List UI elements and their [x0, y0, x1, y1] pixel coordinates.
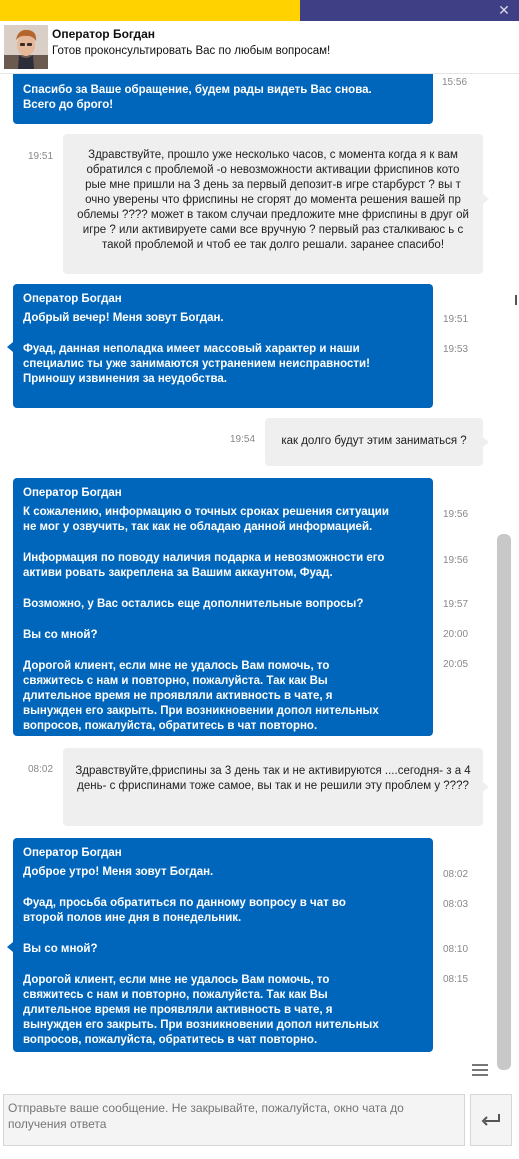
operator-message: [13, 284, 433, 408]
chat-messages[interactable]: [0, 74, 519, 1090]
bubble-tail: [7, 342, 13, 352]
message-line: [23, 551, 423, 581]
bubble-tail: [483, 782, 489, 792]
message-line: [23, 311, 423, 326]
message-time: 08:02: [28, 764, 54, 775]
operator-status: Готов проконсультировать Вас по любым вопросам!: [52, 45, 331, 57]
message-time: 20:00: [443, 629, 469, 640]
message-sender: Оператор Богдан: [23, 847, 122, 859]
user-message: [63, 748, 483, 826]
message-line: [23, 74, 423, 113]
operator-message: [13, 74, 433, 124]
message-time: 19:53: [443, 344, 469, 355]
message-text: Добрый вечер! Меня зовут Богдан.: [23, 312, 224, 324]
message-input-area: [0, 1090, 519, 1159]
user-message: [265, 418, 483, 466]
avatar: [4, 25, 48, 69]
operator-message: [13, 478, 433, 736]
message-line: [23, 342, 423, 387]
window-edge-marker: [515, 295, 517, 305]
message-text: Спасибо за Ваше обращение, будем рады видеть Вас снова. Всего до брого!: [23, 84, 372, 111]
operator-name: Оператор Богдан: [52, 27, 156, 41]
message-time: 08:15: [443, 974, 469, 985]
message-time: 19:51: [443, 314, 469, 325]
message-text: как долго будут этим заниматься ?: [281, 435, 467, 447]
message-line: [23, 865, 423, 880]
message-text: Фуад, просьба обратиться по данному вопросу в чат во второй полов ине дня в понедельник.: [23, 897, 346, 924]
message-time: 19:57: [443, 599, 469, 610]
message-time: 19:54: [230, 434, 256, 445]
bubble-tail: [483, 437, 489, 447]
message-time: 19:51: [28, 151, 54, 162]
message-time: 08:03: [443, 899, 469, 910]
message-text: Дорогой клиент, если мне не удалось Вам помочь, то свяжитесь с нам и повторно, пожалуйста. Так как Вы длительное время не проявляли активность в чате, я вынужден его закрыть. При возникновении допол нительных вопросов, пожалуйста, обратитесь в чат повторно.: [23, 974, 379, 1046]
message-text: Вы со мной?: [23, 943, 98, 955]
chat-header: [0, 21, 519, 74]
menu-icon[interactable]: [472, 1064, 488, 1077]
message-time: 19:56: [443, 555, 469, 566]
message-text: Возможно, у Вас остались еще дополнительные вопросы?: [23, 598, 364, 610]
chat-scrollbar[interactable]: [497, 534, 511, 1070]
user-message: [63, 134, 483, 274]
message-time: 19:56: [443, 509, 469, 520]
top-bar-purple: [300, 0, 519, 21]
message-line: [23, 505, 423, 535]
message-text: Доброе утро! Меня зовут Богдан.: [23, 866, 214, 878]
top-bar: [0, 0, 519, 21]
message-text: Дорогой клиент, если мне не удалось Вам помочь, то свяжитесь с нам и повторно, пожалуйста. Так как Вы длительное время не проявляли активность в чате, я вынужден его закрыть. При возникновении допол нительных вопросов, пожалуйста, обратитесь в чат повторно.: [23, 660, 379, 732]
bubble-tail: [7, 942, 13, 952]
bubble-tail: [483, 194, 489, 204]
message-sender: Оператор Богдан: [23, 487, 122, 499]
message-line: [23, 597, 423, 612]
message-text: Фуад, данная неполадка имеет массовый характер и наши специалис ты уже занимаются устранением неисправности! Приношу извинения за неудобства.: [23, 343, 370, 385]
message-line: [23, 896, 423, 926]
message-input[interactable]: [3, 1094, 465, 1146]
message-time: 08:10: [443, 944, 469, 955]
message-time: 20:05: [443, 659, 469, 670]
message-time: 08:02: [443, 869, 469, 880]
message-text: Здравствуйте,фриспины за 3 день так и не активируются ....сегодня- з а 4 день- с фриспинами тоже самое, вы так и не решили эту проблем у ????: [75, 765, 471, 792]
operator-message: [13, 838, 433, 1052]
menu-icon-bar: [472, 1069, 488, 1071]
message-line: [23, 659, 423, 734]
message-text: Информация по поводу наличия подарка и невозможности его активи ровать закреплена за Вашим аккаунтом, Фуад.: [23, 552, 385, 579]
send-button[interactable]: [470, 1094, 512, 1146]
message-line: [23, 628, 423, 643]
message-sender: Оператор Богдан: [23, 293, 122, 305]
message-time: 15:56: [442, 77, 468, 88]
top-bar-yellow: [0, 0, 300, 21]
message-text: К сожалению, информацию о точных сроках решения ситуации не мог у озвучить, так как не обладаю данной информацией.: [23, 506, 389, 533]
message-line: [23, 942, 423, 957]
menu-icon-bar: [472, 1074, 488, 1076]
message-text: Здравствуйте, прошло уже несколько часов, с момента когда я к вам обратился с проблемой -о невозможности активации фриспинов кото рые мне пришли на 3 день за первый депозит-в игре старбурст ? вы т очно уверены что фриспины не сгорят до момента решения вашей пр облемы ???? может в таком случаи предложите мне фриспины в друг ой игре ? или активируете сами все вручную ? первый раз сталкиваюс ь с такой проблемой и чтоб ее так долго решали. заранее спасибо!: [77, 149, 469, 251]
menu-icon-bar: [472, 1064, 488, 1066]
close-icon[interactable]: ✕: [498, 2, 510, 18]
message-line: [23, 973, 423, 1048]
message-text: Вы со мной?: [23, 629, 98, 641]
send-icon: [481, 1113, 501, 1127]
